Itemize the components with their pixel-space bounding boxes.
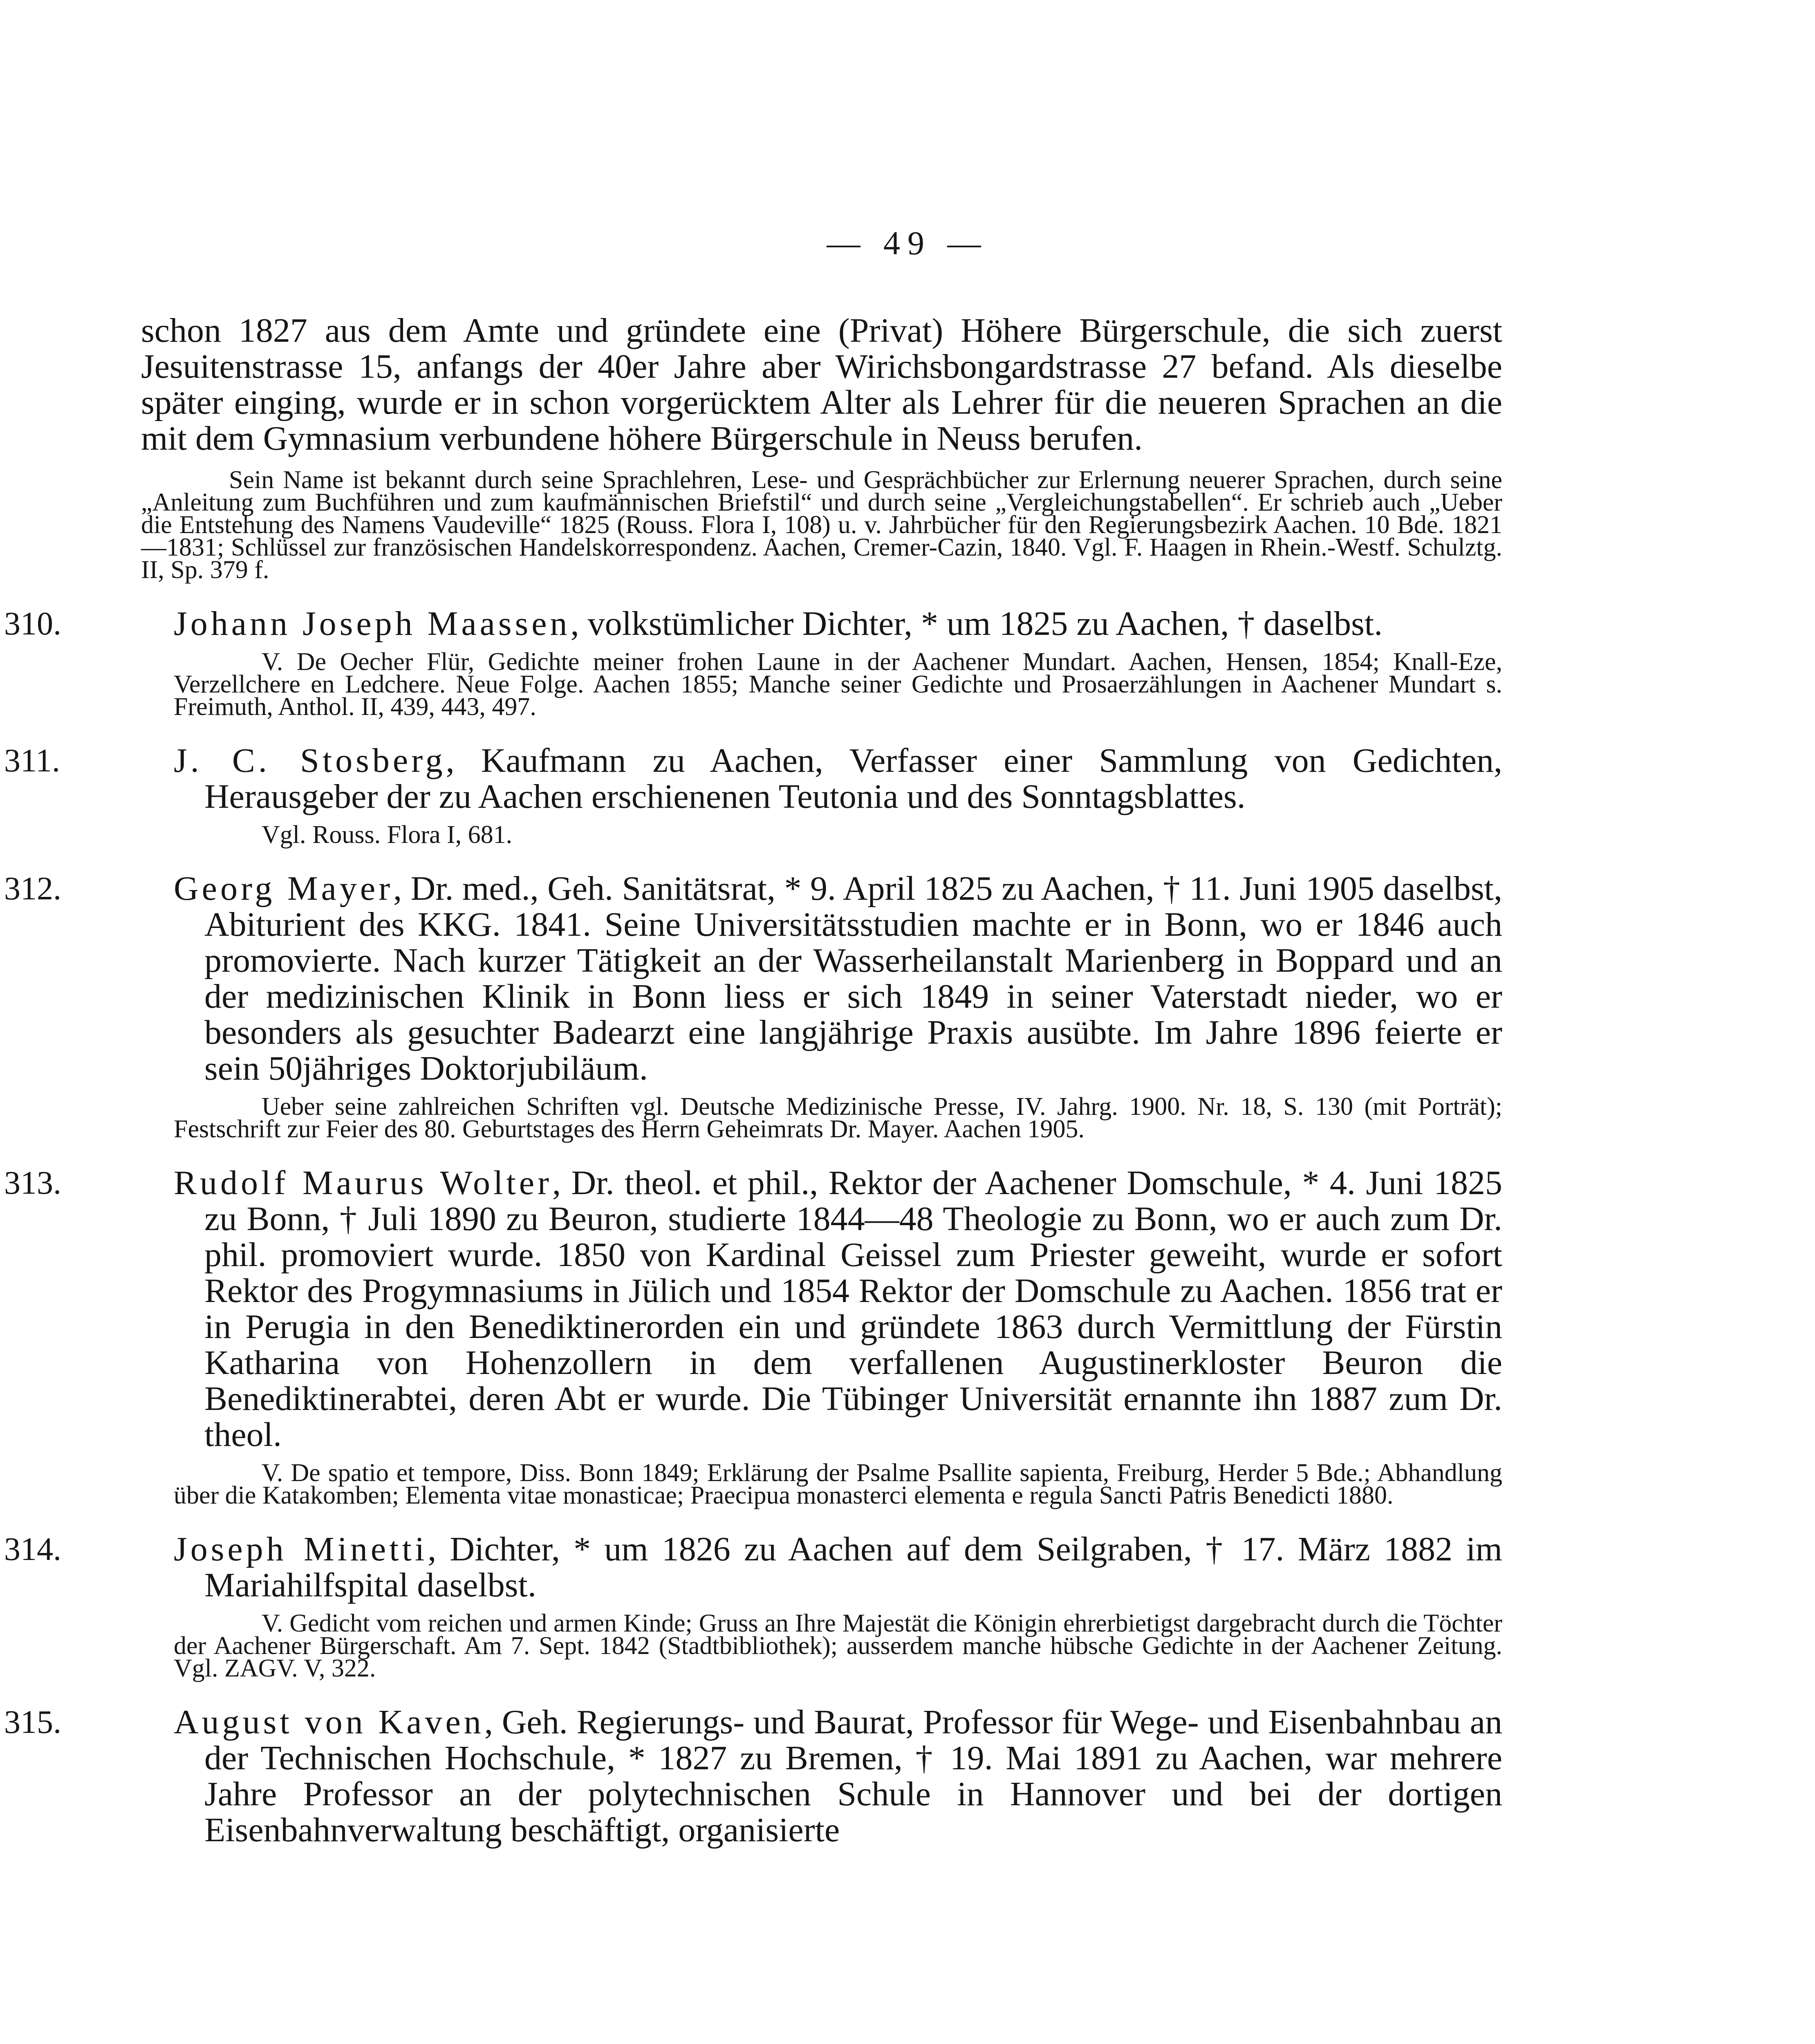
entry-number: 310. (4, 606, 61, 642)
entry-name: J. C. Stosberg (174, 742, 446, 780)
entry-description: , Dichter, * um 1826 zu Aachen auf dem Seilgraben, † 17. März 1882 im Mariahilfspital daselbst. (204, 1530, 1502, 1604)
entry-text (174, 871, 1502, 1087)
entry-315 (4, 1703, 1502, 1849)
entry-314 (4, 1530, 1502, 1682)
entry-description: , Dr. med., Geh. Sanitätsrat, * 9. April 1825 zu Aachen, † 11. Juni 1905 daselbst, Abiturient des KKG. 1841. Seine Universitätsstudien machte er in Bonn, wo er 1846 auch promovierte. Nach kurzer Tätigkeit an der Wasserheilanstalt Marienberg in Boppard und an der medizinischen Klinik in Bonn liess er sich 1849 in seiner Vaterstadt nieder, wo er besonders als gesuchter Badearzt eine langjährige Praxis ausübte. Im Jahre 1896 feierte er sein 50jähriges Doktorjubiläum. (204, 870, 1502, 1087)
page-number: — 49 — (827, 224, 988, 262)
entry-number: 312. (4, 871, 61, 907)
entry-number: 314. (4, 1531, 61, 1567)
entry-number: 311. (4, 743, 60, 779)
entry-text (174, 606, 1502, 642)
entry-name: Joseph Minetti (174, 1530, 428, 1568)
entry-text (174, 743, 1502, 815)
intro-note: Sein Name ist bekannt durch seine Sprachlehren, Lese- und Gesprächbücher zur Erlernung neuerer Sprachen, durch seine „Anleitung zum Buchführen und zum kaufmännischen Briefstil“ und durch seine „Vergleichungstabellen“. Er schrieb auch „Ueber die Entstehung des Namens Vaudeville“ 1825 (Rouss. Flora I, 108) u. v. Jahrbücher für den Regierungsbezirk Aachen. 10 Bde. 1821—1831; Schlüssel zur französischen Handelskorrespondenz. Aachen, Cremer-Cazin, 1840. Vgl. F. Haagen in Rhein.-Westf. Schulztg. II, Sp. 379 f. (141, 466, 1502, 584)
entry-311 (4, 742, 1502, 849)
intro-text: schon 1827 aus dem Amte und gründete eine (Privat) Höhere Bürgerschule, die sich zuerst Jesuitenstrasse 15, anfangs der 40er Jahre aber Wirichsbongardstrasse 27 befand. Als dieselbe später einging, wurde er in schon vorgerücktem Alter als Lehrer für die neueren Sprachen an die mit dem Gymnasium verbundene höhere Bürgerschule in Neuss berufen. (141, 312, 1502, 457)
intro-continuation (141, 312, 1502, 584)
entry-note: Vgl. Rouss. Flora I, 681. (262, 821, 513, 849)
entry-description: , volkstümlicher Dichter, * um 1825 zu Aachen, † daselbst. (570, 605, 1383, 643)
entry-number: 313. (4, 1165, 61, 1201)
entry-310 (4, 605, 1502, 721)
entry-name: August von Kaven (174, 1703, 484, 1741)
entry-note: V. De Oecher Flür, Gedichte meiner frohen Laune in der Aachener Mundart. Aachen, Hensen, 1854; Knall-Eze, Verzellchere en Ledchere. Neue Folge. Aachen 1855; Manche seiner Gedichte und Prosaerzählungen in Aachener Mundart s. Freimuth, Anthol. II, 439, 443, 497. (174, 648, 1502, 721)
entry-text (174, 1165, 1502, 1453)
entry-text (174, 1704, 1502, 1848)
entry-name: Johann Joseph Maassen (174, 605, 571, 643)
entry-text (174, 1531, 1502, 1603)
entry-number: 315. (4, 1704, 61, 1740)
entry-312 (4, 870, 1502, 1143)
entry-313 (4, 1164, 1502, 1509)
entry-description: , Dr. theol. et phil., Rektor der Aachener Domschule, * 4. Juni 1825 zu Bonn, † Juli 1890 zu Beuron, studierte 1844—48 Theologie zu Bonn, wo er auch zum Dr. phil. promoviert wurde. 1850 von Kardinal Geissel zum Priester geweiht, wurde er sofort Rektor des Progymnasiums in Jülich und 1854 Rektor der Domschule zu Aachen. 1856 trat er in Perugia in den Benediktinerorden ein und gründete 1863 durch Vermittlung der Fürstin Katharina von Hohenzollern in dem verfallenen Augustinerkloster Beuron die Benediktinerabtei, deren Abt er wurde. Die Tübinger Universität ernannte ihn 1887 zum Dr. theol. (204, 1164, 1502, 1454)
entry-note: V. De spatio et tempore, Diss. Bonn 1849; Erklärung der Psalme Psallite sapienta, Freiburg, Herder 5 Bde.; Abhandlung über die Katakomben; Elementa vitae monasticae; Praecipua monasterci elementa e regula Sancti Patris Benedicti 1880. (174, 1459, 1502, 1509)
entry-name: Georg Mayer (174, 870, 394, 908)
entry-note: Ueber seine zahlreichen Schriften vgl. Deutsche Medizinische Presse, IV. Jahrg. 1900. Nr. 18, S. 130 (mit Porträt); Festschrift zur Feier des 80. Geburtstages des Herrn Geheimrats Dr. Mayer. Aachen 1905. (174, 1093, 1502, 1143)
entry-name: Rudolf Maurus Wolter (174, 1164, 552, 1202)
entry-description: , Geh. Regierungs- und Baurat, Professor für Wege- und Eisenbahnbau an der Technischen Hochschule, * 1827 zu Bremen, † 19. Mai 1891 zu Aachen, war mehrere Jahre Professor an der polytechnischen Schule in Hannover und bei der dortigen Eisenbahnverwaltung beschäftigt, organisierte (204, 1703, 1502, 1849)
entry-note: V. Gedicht vom reichen und armen Kinde; Gruss an Ihre Majestät die Königin ehrerbietigst dargebracht durch die Töchter der Aachener Bürgerschaft. Am 7. Sept. 1842 (Stadtbibliothek); ausserdem manche hübsche Gedichte in der Aachener Zeitung. Vgl. ZAGV. V, 322. (174, 1609, 1502, 1682)
entry-description: , Kaufmann zu Aachen, Verfasser einer Sammlung von Gedichten, Herausgeber der zu Aachen erschienenen Teutonia und des Sonntagsblattes. (204, 742, 1502, 816)
page-content (4, 312, 1502, 1849)
